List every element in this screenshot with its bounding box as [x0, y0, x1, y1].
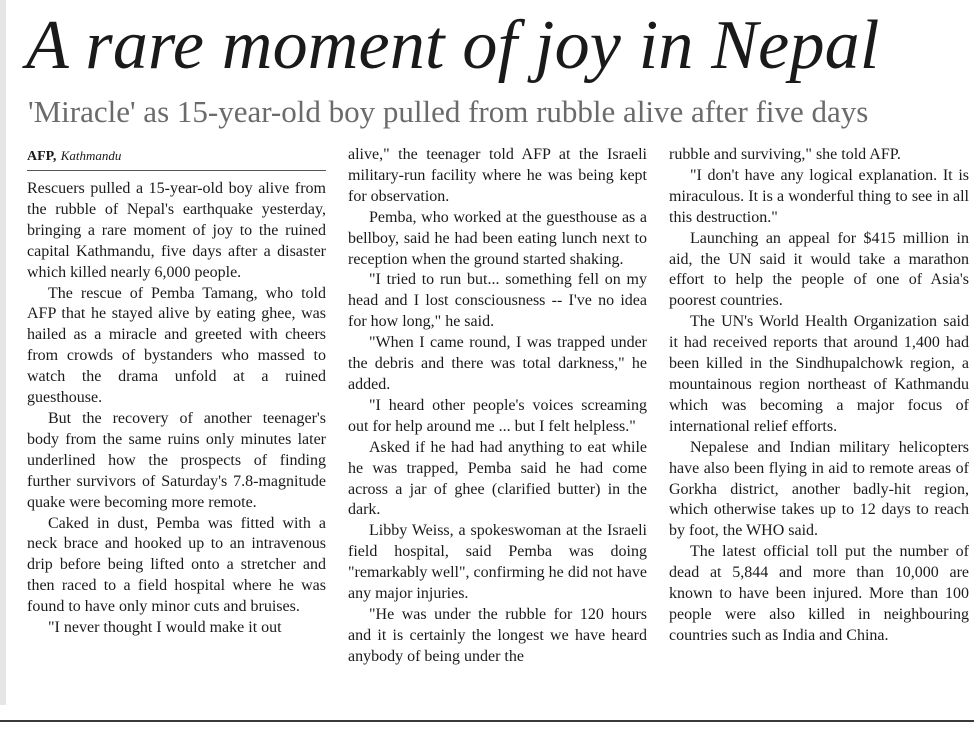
paragraph: The rescue of Pemba Tamang, who told AFP that he stayed alive by eating ghee, was hailed as a miracle and greeted with cheers from crowds of bystanders who massed to watch the drama unfold at a ruined guesthouse. [27, 284, 326, 407]
byline [27, 147, 327, 166]
paragraph: Rescuers pulled a 15-year-old boy alive from the rubble of Nepal's earthquake yesterday, bringing a rare moment of joy to the ruined capital Kathmandu, five days after a disaster which killed nearly 6,000 people. [27, 180, 326, 281]
paragraph: Launching an appeal for $415 million in aid, the UN said it would take a marathon effort to help the people of one of Asia's poorest countries. [669, 229, 969, 310]
byline-divider [27, 170, 326, 171]
paragraph: Nepalese and Indian military helicopters have also been flying in aid to remote areas of Gorkha district, another badly-hit region, which otherwise takes up to 12 days to reach by foot, the WHO said. [669, 438, 969, 540]
article-column-1 [27, 179, 326, 639]
paragraph: But the recovery of another teenager's body from the same ruins only minutes later underlined how the prospects of finding further survivors of Saturday's 7.8-magnitude quake were becoming more remote. [27, 409, 326, 511]
byline-location: Kathmandu [60, 148, 122, 163]
subheadline: 'Miracle' as 15-year-old boy pulled from rubble alive after five days [28, 94, 869, 129]
paragraph: "I never thought I would make it out [48, 619, 282, 637]
paragraph: "I tried to run but... something fell on my head and I lost consciousness -- I've no idea for how long," he said. [348, 271, 647, 331]
paragraph: rubble and surviving," she told AFP. [669, 146, 901, 163]
byline-agency: AFP, [27, 149, 57, 164]
paragraph: Libby Weiss, a spokeswoman at the Israeli field hospital, said Pemba was doing "remarkably well", confirming he did not have any major injuries. [348, 522, 647, 603]
paragraph: The UN's World Health Organization said it had received reports that around 1,400 had been killed in the Sindhupalchowk region, a mountainous region northeast of Kathmandu which was becoming a major focus of international relief efforts. [669, 313, 969, 435]
paragraph: Pemba, who worked at the guesthouse as a bellboy, said he had been eating lunch next to reception when the ground started shaking. [348, 208, 647, 268]
paragraph: "I heard other people's voices screaming out for help around me ... but I felt helpless." [348, 396, 647, 435]
paragraph: Asked if he had had anything to eat while he was trapped, Pemba said he had come across a jar of ghee (clarified butter) in the dark. [348, 438, 647, 519]
paragraph: "He was under the rubble for 120 hours and it is certainly the longest we have heard anybody of being under the [348, 605, 647, 665]
paragraph: "When I came round, I was trapped under the debris and there was total darkness," he added. [348, 334, 647, 393]
paragraph: alive," the teenager told AFP at the Israeli military-run facility where he was being kept for observation. [348, 146, 647, 205]
paragraph: The latest official toll put the number of dead at 5,844 and more than 10,000 are known to have been injured. More than 100 people were also killed in neighbouring countries such as India and China. [669, 543, 969, 644]
paragraph: Caked in dust, Pemba was fitted with a neck brace and hooked up to an intravenous drip before being lifted onto a stretcher and then raced to a field hospital where he was found to have only minor cuts and bruises. [27, 514, 326, 616]
bottom-rule [0, 720, 974, 722]
headline: A rare moment of joy in Nepal [26, 7, 880, 84]
paragraph: "I don't have any logical explanation. It is miraculous. It is a wonderful thing to see in all this destruction." [669, 166, 969, 226]
article-column-2 [348, 145, 647, 668]
article-column-3 [669, 145, 969, 647]
page-edge-shadow [0, 0, 6, 705]
